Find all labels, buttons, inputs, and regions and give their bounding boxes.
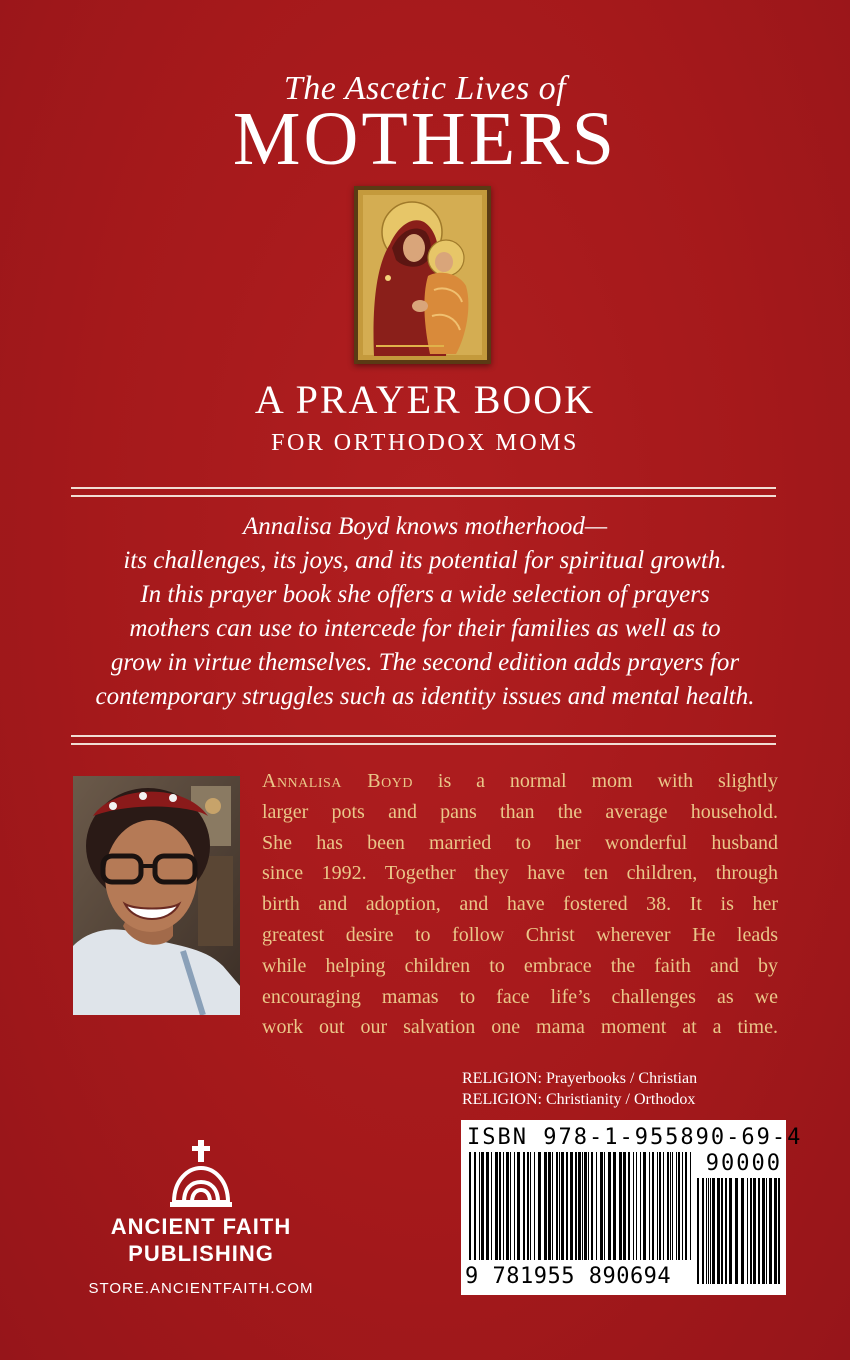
barcode-bar <box>566 1152 568 1260</box>
divider-rule <box>71 495 776 497</box>
barcode-bar <box>636 1152 637 1260</box>
bio-line: She has been married to her wonderful husband <box>262 831 778 854</box>
barcode-bar <box>575 1152 577 1260</box>
bio-line: work out our salvation one mama moment at a time. <box>262 1016 778 1039</box>
author-photo <box>73 776 240 1015</box>
category-line: RELIGION: Christianity / Orthodox <box>462 1091 696 1108</box>
barcode-bar <box>534 1152 535 1260</box>
barcode-bar <box>604 1152 605 1260</box>
bio-first-line-rest: is a normal mom with slightly <box>412 770 778 792</box>
barcode-bar <box>517 1152 520 1260</box>
barcode-bar <box>481 1152 484 1260</box>
publisher-logo-icon <box>170 1140 232 1210</box>
blurb-line: its challenges, its joys, and its potential for spiritual growth. <box>123 547 727 574</box>
book-blurb <box>60 510 790 714</box>
barcode-bar <box>717 1178 720 1284</box>
author-name: Annalisa Boyd <box>262 770 413 792</box>
barcode-bar <box>643 1152 646 1260</box>
blurb-line: grow in virtue themselves. The second edition adds prayers for <box>110 649 740 676</box>
barcode-bar <box>657 1152 658 1260</box>
for-orthodox-moms: FOR ORTHODOX MOMS <box>271 430 579 456</box>
publisher-name-line: PUBLISHING <box>128 1241 274 1266</box>
barcode-bar <box>678 1152 680 1260</box>
book-title: MOTHERS <box>232 97 618 181</box>
barcode-bar <box>778 1178 780 1284</box>
barcode-bar <box>495 1152 498 1260</box>
barcode-bar <box>561 1152 564 1260</box>
barcode-bar <box>697 1178 699 1284</box>
barcode-bar <box>591 1152 593 1260</box>
barcode-bar <box>667 1152 669 1260</box>
barcode-bar <box>479 1152 480 1260</box>
barcode-bar <box>710 1178 711 1284</box>
barcode-bar <box>750 1178 752 1284</box>
barcode-bar <box>510 1152 511 1260</box>
barcode-bar <box>623 1152 626 1260</box>
barcode-bar <box>682 1152 683 1260</box>
barcode-bar <box>766 1178 767 1284</box>
barcode-bar <box>474 1152 476 1260</box>
bio-line: greatest desire to follow Christ wherever He leads <box>262 923 778 946</box>
theotokos-icon-image <box>354 186 491 364</box>
isbn-label: ISBN 978-1-955890-69-4 <box>467 1125 803 1150</box>
barcode-bar <box>753 1178 756 1284</box>
barcode-bar <box>747 1178 748 1284</box>
barcode-bar <box>527 1152 529 1260</box>
barcode-bar <box>600 1152 603 1260</box>
ean-digits: 9 781955 890694 <box>465 1264 672 1289</box>
barcode-bar <box>584 1152 587 1260</box>
barcode-bar <box>628 1152 630 1260</box>
barcode-bar <box>702 1178 704 1284</box>
barcode-bar <box>762 1178 765 1284</box>
icon-illustration <box>354 186 491 364</box>
barcode-bar <box>769 1178 772 1284</box>
author-bio <box>262 766 778 1043</box>
blurb-line: Annalisa Boyd knows motherhood— <box>242 513 608 540</box>
barcode-bar <box>523 1152 525 1260</box>
bio-line: while helping children to embrace the faith and by <box>262 954 778 977</box>
bio-line <box>262 766 778 797</box>
barcode-bar <box>685 1152 687 1260</box>
barcode-bar <box>578 1152 581 1260</box>
bio-line: since 1992. Together they have ten children, through <box>262 862 778 885</box>
barcode-bar <box>596 1152 597 1260</box>
blurb-line: mothers can use to intercede for their families as well as to <box>129 615 721 642</box>
barcode-bar <box>514 1152 515 1260</box>
author-portrait-illustration <box>73 776 240 1015</box>
barcode-bar <box>552 1152 553 1260</box>
barcode-bar <box>582 1152 583 1260</box>
barcode-bar <box>649 1152 650 1260</box>
blurb-line: In this prayer book she offers a wide selection of prayers <box>140 581 710 608</box>
barcode-bar <box>503 1152 504 1260</box>
barcode-bar <box>640 1152 641 1260</box>
barcode-bar <box>652 1152 654 1260</box>
divider-rule <box>71 487 776 489</box>
barcode-bar <box>559 1152 560 1260</box>
barcode-bar <box>708 1178 709 1284</box>
barcode-bar <box>672 1152 673 1260</box>
barcode-bar <box>556 1152 558 1260</box>
barcode-bar <box>499 1152 501 1260</box>
barcode-bar <box>491 1152 492 1260</box>
publisher-name-line: ANCIENT FAITH <box>110 1214 292 1239</box>
isbn-barcode <box>461 1120 803 1295</box>
divider-rule <box>71 743 776 745</box>
barcode-bar <box>486 1152 489 1260</box>
divider-rule <box>71 735 776 737</box>
barcode-bar <box>588 1152 589 1260</box>
subtitle-top: The Ascetic Lives of <box>283 70 567 107</box>
barcode-bar <box>619 1152 622 1260</box>
bio-line: birth and adoption, and have fostered 38. It is her <box>262 893 778 916</box>
barcode-bar <box>706 1178 707 1284</box>
barcode-bar <box>735 1178 738 1284</box>
barcode-bar <box>469 1152 471 1260</box>
barcode-bar <box>530 1152 531 1260</box>
barcode-bar <box>721 1178 723 1284</box>
bio-line: larger pots and pans than the average household. <box>262 800 778 823</box>
subject-categories <box>462 1068 697 1110</box>
barcode-bar <box>570 1152 573 1260</box>
prayer-book-heading: A PRAYER BOOK <box>254 377 596 422</box>
barcode-bar <box>670 1152 671 1260</box>
publisher-url: STORE.ANCIENTFAITH.COM <box>88 1280 314 1297</box>
barcode-bar <box>758 1178 760 1284</box>
barcode-bar <box>676 1152 677 1260</box>
barcode-bar <box>608 1152 611 1260</box>
bio-line: encouraging mamas to face life’s challenges as we <box>262 985 778 1008</box>
blurb-line: contemporary struggles such as identity issues and mental health. <box>95 683 755 710</box>
barcode-bar <box>774 1178 777 1284</box>
barcode-bar <box>741 1178 744 1284</box>
barcode-bar <box>659 1152 661 1260</box>
barcode-bar <box>633 1152 634 1260</box>
barcode-bar <box>729 1178 732 1284</box>
barcode-bar <box>613 1152 616 1260</box>
price-code: 90000 <box>705 1151 782 1176</box>
category-line: RELIGION: Prayerbooks / Christian <box>462 1070 698 1087</box>
barcode-bar <box>725 1178 727 1284</box>
barcode-bar <box>548 1152 551 1260</box>
barcode-bar <box>712 1178 715 1284</box>
barcode-bar <box>690 1152 691 1260</box>
barcode-bar <box>506 1152 509 1260</box>
barcode-bar <box>538 1152 541 1260</box>
publisher-name <box>70 1213 332 1267</box>
barcode-bar <box>663 1152 664 1260</box>
barcode-bar <box>544 1152 547 1260</box>
